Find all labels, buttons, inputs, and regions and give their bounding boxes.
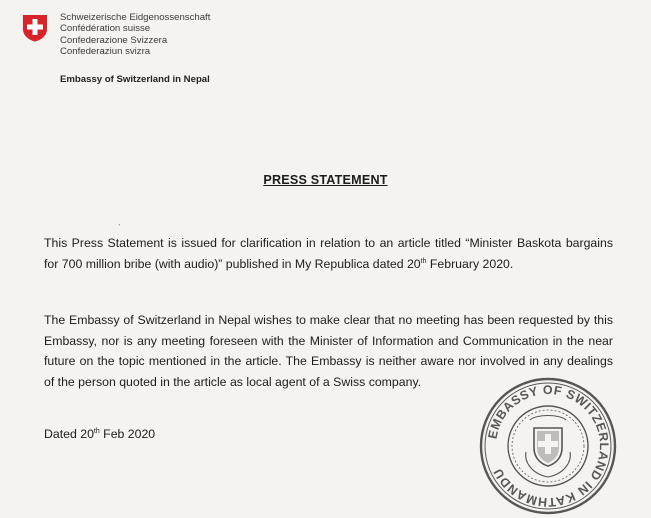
- paragraph1-ordinal: th: [420, 257, 427, 265]
- letterhead-line-fr: Confédération suisse: [60, 23, 151, 35]
- seal-ring-text: EMBASSY OF SWITZERLAND IN KATHMANDU: [485, 382, 612, 510]
- letterhead-line-it: Confederazione Svizzera: [60, 34, 168, 46]
- letterhead-line-rm: Confederaziun svizra: [60, 46, 151, 58]
- dated-text-a: Dated 20: [44, 427, 94, 441]
- confederation-names: [60, 12, 360, 58]
- embassy-name: Embassy of Switzerland in Nepal: [60, 74, 210, 85]
- dated-ordinal: th: [93, 428, 100, 435]
- seal-shield-icon: [526, 416, 571, 478]
- paragraph1-text-b: February 2020.: [426, 256, 514, 271]
- letterhead-line-de: Schweizerische Eidgenossenschaft: [60, 12, 211, 23]
- paragraph1-text-a: This Press Statement is issued for clarification in relation to an article titled “Minister Baskota bargains for 700 million bribe (with audio)” published in My Republica dated 20: [44, 236, 613, 271]
- paragraph-clarification: [44, 233, 613, 274]
- page-title: PRESS STATEMENT: [263, 173, 388, 187]
- date-line: [44, 427, 155, 441]
- ink-speck: ˋ: [118, 223, 121, 233]
- swiss-crest-icon: [22, 14, 48, 42]
- embassy-seal: [478, 376, 618, 516]
- paragraph-denial: The Embassy of Switzerland in Nepal wishes to make clear that no meeting has been requested by this Embassy, nor is any meeting foreseen with the Minister of Information and Communication in the near future on the topic mentioned in the article. The Embassy is neither aware nor involved in any dealings of the person quoted in the article as local agent of a Swiss company.: [44, 313, 613, 389]
- dated-text-b: Feb 2020: [99, 427, 156, 441]
